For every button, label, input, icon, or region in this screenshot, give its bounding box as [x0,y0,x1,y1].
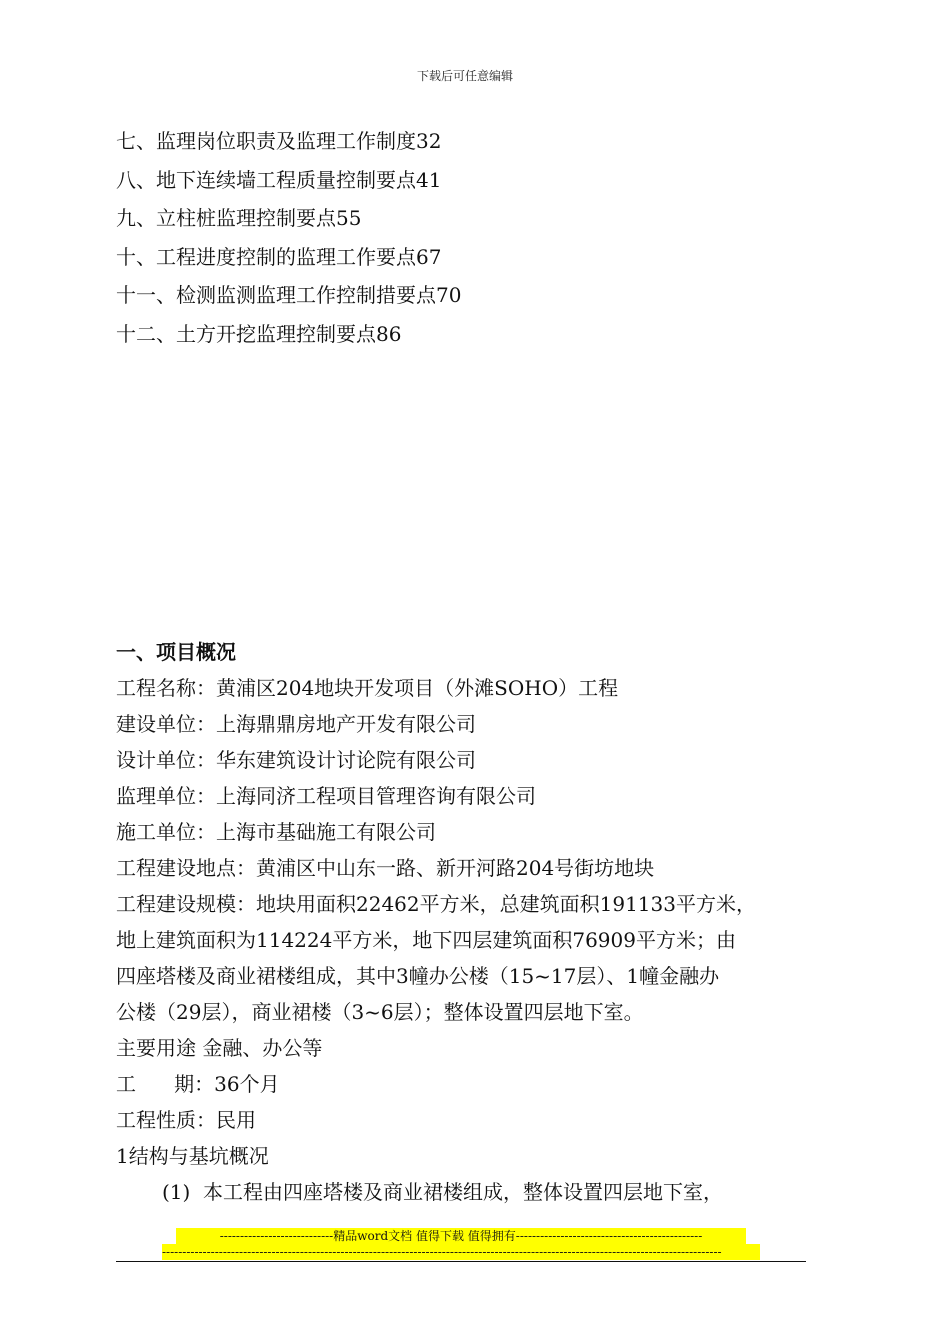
toc-item: 十、工程进度控制的监理工作要点67 [116,244,442,269]
paragraph-line: 地上建筑面积为114224平方米，地下四层建筑面积76909平方米；由 [116,928,736,952]
paragraph-line: 工程名称：黄浦区204地块开发项目（外滩SOHO）工程 [116,676,619,700]
section-title: 一、项目概况 [116,640,236,664]
toc-item: 九、立柱桩监理控制要点55 [116,206,362,230]
footer-divider [116,1261,806,1262]
paragraph-line: 工 期：36个月 [116,1072,280,1096]
paragraph-line: 设计单位：华东建筑设计讨论院有限公司 [116,748,476,772]
paragraph-line: 建设单位：上海鼎鼎房地产开发有限公司 [116,712,476,736]
paragraph-line: 工程建设规模：地块用面积22462平方米，总建筑面积191133平方米， [116,892,756,916]
paragraph-line: 监理单位：上海同济工程项目管理咨询有限公司 [116,784,536,808]
paragraph-line: 施工单位：上海市基础施工有限公司 [116,820,436,844]
toc-item: 七、监理岗位职责及监理工作制度32 [116,129,442,153]
header-note: 下载后可任意编辑 [416,69,513,83]
project-overview-section [116,634,816,1210]
paragraph-line: 1结构与基坑概况 [116,1144,269,1168]
paragraph-line: 工程建设地点：黄浦区中山东一路、新开河路204号街坊地块 [116,856,655,880]
indented-paragraph-line: (1) 本工程由四座塔楼及商业裙楼组成，整体设置四层地下室， [162,1180,724,1204]
table-of-contents [116,122,461,353]
footer-banner-line: ----------------------------精品word文档 值得下载 值得拥有---------------------------------------------- [176,1228,746,1244]
paragraph-line: 工程性质：民用 [116,1108,256,1132]
paragraph-line: 主要用途 金融、办公等 [116,1036,323,1060]
toc-item: 八、地下连续墙工程质量控制要点41 [116,167,442,192]
paragraph-line: 公楼（29层），商业裙楼（3~6层）；整体设置四层地下室。 [116,1000,644,1024]
paragraph-line: 四座塔楼及商业裙楼组成，其中3幢办公楼（15~17层）、1幢金融办 [116,964,720,988]
footer-banner-line: ------------------------------------------------------------------------------------------------------------------------------------------ [162,1244,760,1260]
toc-item: 十一、检测监测监理工作控制措要点70 [116,283,462,307]
footer-banner [162,1228,760,1260]
toc-item: 十二、土方开挖监理控制要点86 [116,321,402,346]
